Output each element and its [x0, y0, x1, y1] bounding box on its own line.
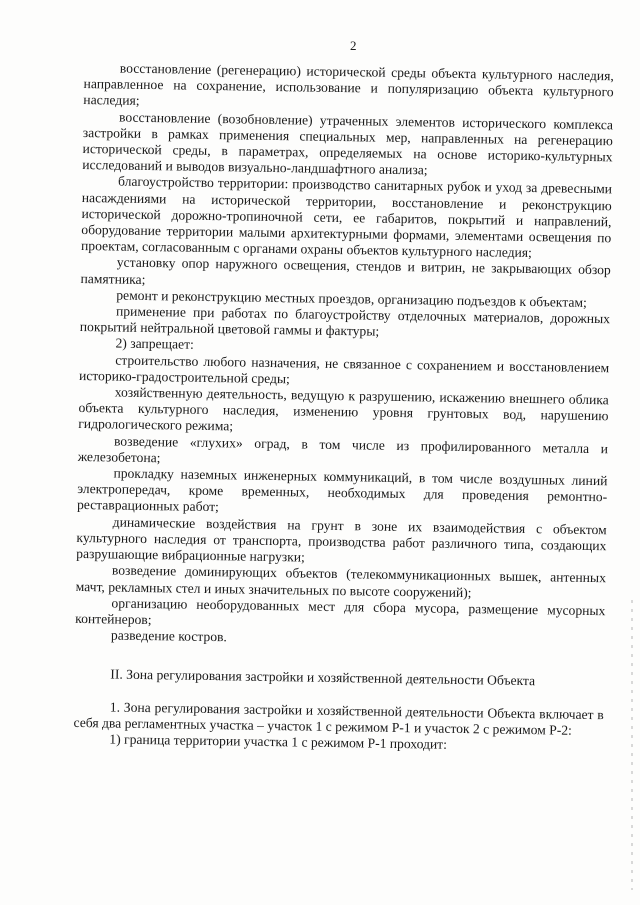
- paragraph: применение при работах по благоустройству отделочных материалов, дорожных покрытий нейтральной цветовой гаммы и фактуры;: [79, 303, 611, 339]
- paragraph: установку опор наружного освещения, стендов и витрин, не закрывающих обзор памятника;: [80, 254, 611, 287]
- paragraph: строительство любого назначения, не связанное с сохранением и восстановлением историко-градостроительной среды;: [78, 352, 610, 387]
- paragraph: восстановление (возобновление) утраченных элементов исторического комплекса застройки в рамках применения специальных мер, направленных на регенерацию исторической среды, в параметрах, определяемых на основе историко-культурных исследований и выводов визуально-ландшафтного анализа;: [82, 109, 614, 178]
- section-heading: II. Зона регулирования застройки и хозяйственной деятельности Объекта: [110, 666, 536, 689]
- paragraph: восстановление (регенерацию) исторической среды объекта культурного наследия, направленное на сохранение, использование и популяризацию объекта культурного наследия;: [83, 60, 614, 109]
- scan-edge-marks: [631, 600, 633, 890]
- document-body: [73, 60, 614, 755]
- paragraph: ремонт и реконструкцию местных проездов, организацию подъездов к объектам;: [116, 287, 587, 310]
- paragraph: прокладку наземных инженерных коммуникаций, в том числе воздушных линий электропередач, кроме временных, необходимых для проведения ремонтно-реставрационных работ;: [76, 465, 608, 515]
- paragraph: разведение костров.: [110, 627, 228, 645]
- section-paragraph: 1. Зона регулирования застройки и хозяйственной деятельности Объекта включает в себя два регламентных участка – участок 1 с режимом Р-1 и участок 2 с режимом Р-2:: [73, 699, 604, 738]
- paragraph: возведение «глухих» оград, в том числе из профилированного металла и железобетона;: [77, 433, 609, 466]
- list-intro-prohibits: 2) запрещает:: [115, 335, 194, 353]
- page-number: 2: [350, 38, 357, 53]
- paragraph: благоустройство территории: производство санитарных рубок и уход за древесными насаждениями на исторической территории, восстановление и реконструкцию исторической дорожно-тропиночной сети, ее габаритов, покрытий и направлений, оборудование территории малыми архитектурными формами, элементами освещения по проектам, согласованным с органами охраны объектов культурного наследия;: [80, 173, 613, 261]
- paragraph: хозяйственную деятельность, ведущую к разрушению, искажению внешнего облика объекта культурного наследия, изменению уровня грунтовых вод, нарушению гидрологического режима;: [78, 384, 609, 434]
- paragraph: динамические воздействия на грунт в зоне их взаимодействия с объектом культурного наследия от транспорта, производства работ различного типа, создающих разрушающие вибрационные нагрузки;: [76, 514, 607, 565]
- paragraph: возведение доминирующих объектов (телекоммуникационных вышек, антенных мачт, рекламных стел и иных значительных по высоте сооружений);: [75, 562, 607, 600]
- paragraph: организацию необорудованных мест для сбора мусора, размещение мусорных контейнеров;: [75, 595, 606, 628]
- section-paragraph: 1) граница территории участка 1 с режимом Р-1 проходит:: [109, 731, 448, 752]
